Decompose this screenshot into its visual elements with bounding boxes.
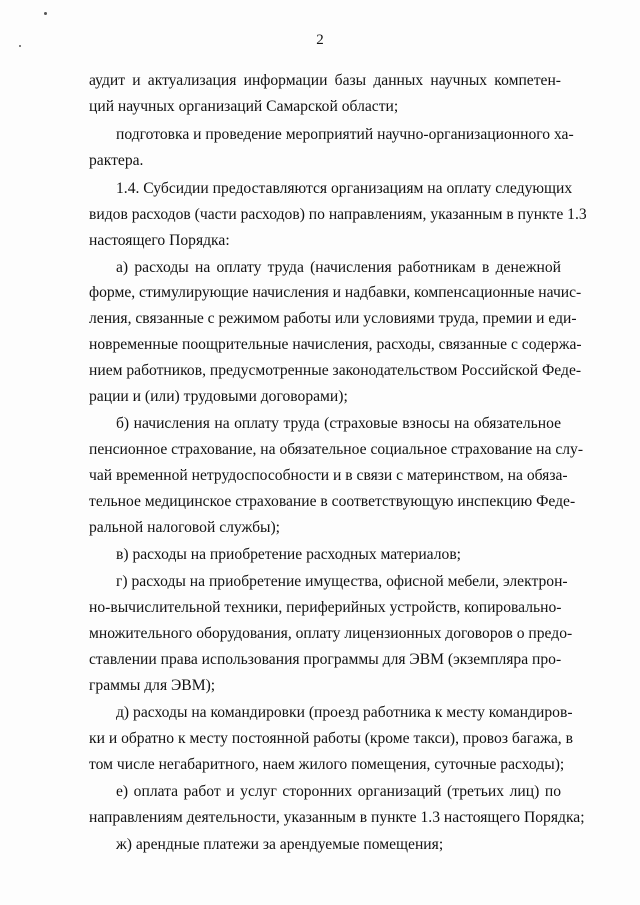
text-line: том числе негабаритного, наем жилого помещения, суточные расходы); [89,756,565,773]
text-line: направлениям деятельности, указанным в пункте 1.3 настоящего Порядка; [89,809,585,826]
scan-speck [44,12,47,15]
text-line: нием работников, предусмотренные законодательством Российской Феде- [89,362,582,379]
text-line: рации и (или) трудовыми договорами); [89,388,348,405]
text-line: ций научных организаций Самарской области; [89,98,399,115]
text-line: аудит и актуализация информации базы данных научных компетен- [89,72,561,89]
text-line: подготовка и проведение мероприятий научно-организационного ха- [116,126,574,143]
text-line: рактера. [89,152,144,169]
text-line: ральной налоговой службы); [89,519,281,536]
text-line: граммы для ЭВМ); [89,677,216,694]
text-line: множительного оборудования, оплату лицензионных договоров о предо- [89,625,573,642]
text-line: б) начисления на оплату труда (страховые взносы на обязательное [116,415,561,432]
text-line: форме, стимулирующие начисления и надбавки, компенсационные начис- [89,284,582,301]
text-line: г) расходы на приобретение имущества, офисной мебели, электрон- [116,573,568,590]
text-line: настоящего Порядка: [89,232,230,249]
text-line: ки и обратно к месту постоянной работы (кроме такси), провоз багажа, в [89,730,573,747]
text-line: в) расходы на приобретение расходных материалов; [116,546,462,563]
text-line: ления, связанные с режимом работы или условиями труда, премии и еди- [89,310,577,327]
text-line: чай временной нетрудоспособности и в связи с материнством, на обяза- [89,467,568,484]
text-line: д) расходы на командировки (проезд работника к месту командиров- [116,704,573,721]
text-line: ставлении права использования программы для ЭВМ (экземпляра про- [89,651,562,668]
text-line: 1.4. Субсидии предоставляются организациям на оплату следующих [116,180,573,197]
text-line: но-вычислительной техники, периферийных устройств, копировально- [89,599,562,616]
page-number: 2 [316,32,324,48]
text-line: пенсионное страхование, на обязательное социальное страхование на слу- [89,441,584,458]
text-line: ж) арендные платежи за арендуемые помещения; [116,836,444,853]
text-line: а) расходы на оплату труда (начисления работникам в денежной [116,259,561,276]
text-line: новременные поощрительные начисления, расходы, связанные с содержа- [89,336,582,353]
text-line: тельное медицинское страхование в соответствующую инспекцию Феде- [89,493,576,510]
text-line: е) оплата работ и услуг сторонних организаций (третьих лиц) по [116,783,561,800]
text-line: видов расходов (части расходов) по направлениям, указанным в пункте 1.3 [89,206,587,223]
